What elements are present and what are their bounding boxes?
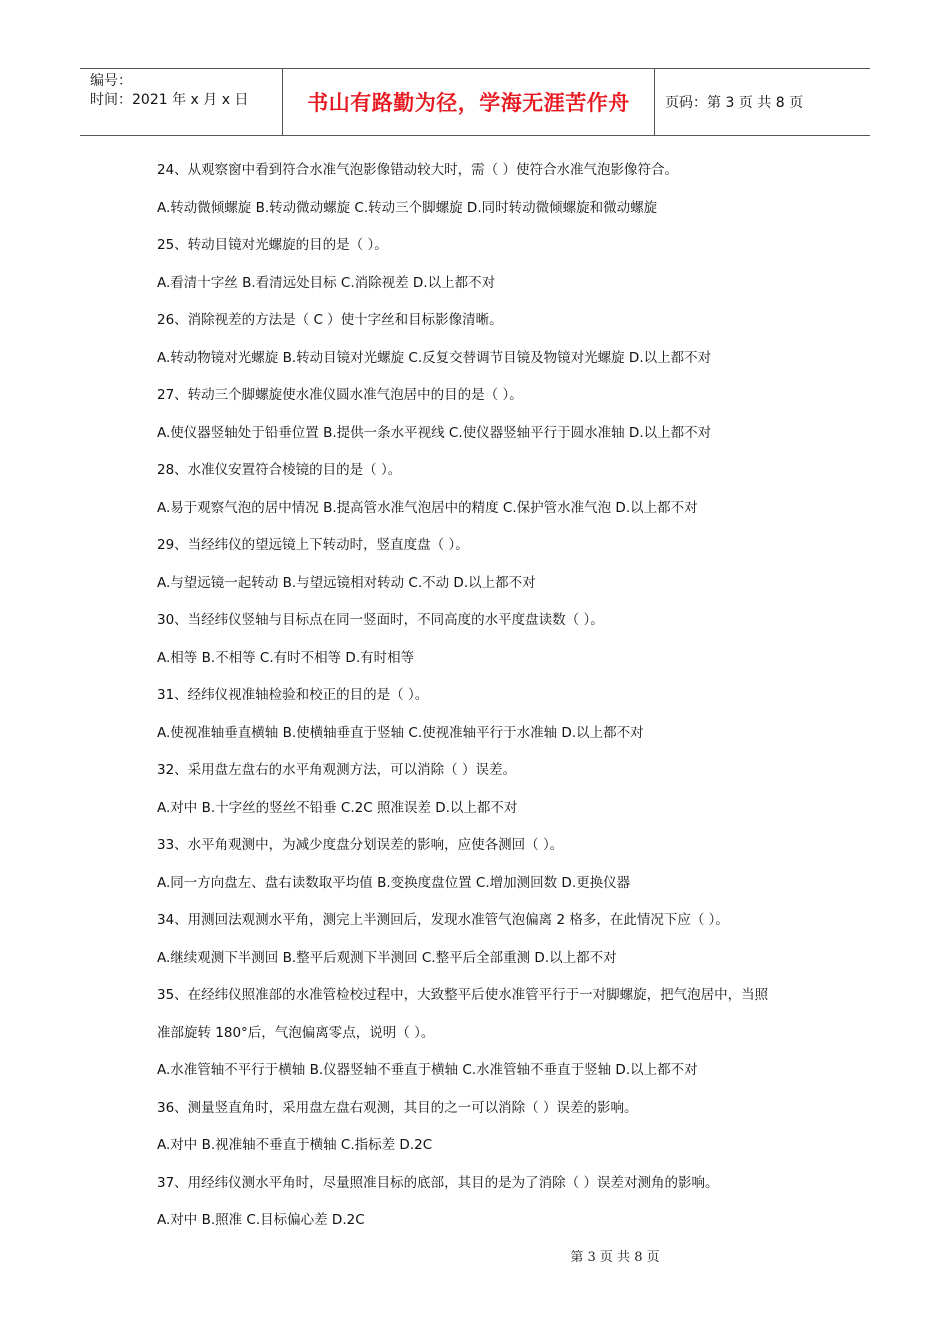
text-line: A.看清十字丝 B.看清远处目标 C.消除视差 D.以上都不对 [157, 274, 496, 291]
text-line: A.水准管轴不平行于横轴 B.仪器竖轴不垂直于横轴 C.水准管轴不垂直于竖轴 D.以上都不对 [157, 1062, 698, 1078]
motto: 书山有路勤为径，学海无涯苦作舟 [307, 91, 630, 115]
text-line: A.与望远镜一起转动 B.与望远镜相对转动 C.不动 D.以上都不对 [157, 574, 536, 591]
time-label: 时间：2021 年 x 月 x 日 [90, 92, 249, 108]
text-line: 29、当经纬仪的望远镜上下转动时，竖直度盘（ ）。 [157, 537, 469, 553]
text-line: 35、在经纬仪照准部的水准管检校过程中，大致整平后使水准管平行于一对脚螺旋，把气泡居中，当照 [157, 987, 769, 1003]
text-line: 26、消除视差的方法是（ C ）使十字丝和目标影像清晰。 [157, 312, 503, 328]
header-motto-cell [283, 69, 655, 135]
text-line: A.转动物镜对光螺旋 B.转动目镜对光螺旋 C.反复交替调节目镜及物镜对光螺旋 D.以上都不对 [157, 349, 712, 366]
text-line: 33、水平角观测中，为减少度盘分划误差的影响，应使各测回（ ）。 [157, 837, 564, 853]
text-line: A.使仪器竖轴处于铅垂位置 B.提供一条水平视线 C.使仪器竖轴平行于圆水准轴 D.以上都不对 [157, 424, 712, 441]
text-line: 36、测量竖直角时，采用盘左盘右观测，其目的之一可以消除（ ）误差的影响。 [157, 1099, 638, 1116]
page-header [80, 68, 870, 136]
text-line: 31、经纬仪视准轴检验和校正的目的是（ ）。 [157, 687, 429, 703]
text-line: A.对中 B.十字丝的竖丝不铅垂 C.2C 照准误差 D.以上都不对 [157, 799, 518, 816]
text-line: A.对中 B.视准轴不垂直于横轴 C.指标差 D.2C [157, 1137, 433, 1153]
number-label: 编号： [90, 73, 132, 89]
header-page-cell [655, 69, 870, 135]
text-line: 32、采用盘左盘右的水平角观测方法，可以消除（ ）误差。 [157, 762, 516, 778]
text-line: 24、从观察窗中看到符合水准气泡影像错动较大时，需（ ）使符合水准气泡影像符合。 [157, 162, 678, 178]
text-line: A.对中 B.照准 C.目标偏心差 D.2C [157, 1212, 365, 1228]
page-label: 页码：第 3 页 共 8 页 [665, 95, 804, 111]
text-line: 37、用经纬仪测水平角时，尽量照准目标的底部，其目的是为了消除（ ）误差对测角的影响。 [157, 1174, 719, 1191]
text-line: 34、用测回法观测水平角，测完上半测回后，发现水准管气泡偏离 2 格多，在此情况下应（ ）。 [157, 912, 729, 928]
text-line: A.相等 B.不相等 C.有时不相等 D.有时相等 [157, 649, 415, 666]
text-line: 30、当经纬仪竖轴与目标点在同一竖面时，不同高度的水平度盘读数（ ）。 [157, 612, 604, 628]
text-line: A.转动微倾螺旋 B.转动微动螺旋 C.转动三个脚螺旋 D.同时转动微倾螺旋和微动螺旋 [157, 199, 658, 216]
text-line: 27、转动三个脚螺旋使水准仪圆水准气泡居中的目的是（ ）。 [157, 387, 523, 403]
text-line: 25、转动目镜对光螺旋的目的是（ ）。 [157, 237, 388, 253]
text-line: A.易于观察气泡的居中情况 B.提高管水准气泡居中的精度 C.保护管水准气泡 D.以上都不对 [157, 499, 698, 516]
text-line: A.使视准轴垂直横轴 B.使横轴垂直于竖轴 C.使视准轴平行于水准轴 D.以上都不对 [157, 724, 644, 741]
text-line: A.继续观测下半测回 B.整平后观测下半测回 C.整平后全部重测 D.以上都不对 [157, 949, 617, 966]
text-line: 准部旋转 180°后，气泡偏离零点，说明（ ）。 [157, 1024, 435, 1041]
text-line: 28、水准仪安置符合棱镜的目的是（ ）。 [157, 462, 402, 478]
question-list [157, 152, 837, 1240]
page-footer: 第 3 页 共 8 页 [570, 1250, 660, 1265]
header-meta [80, 69, 283, 135]
text-line: A.同一方向盘左、盘右读数取平均值 B.变换度盘位置 C.增加测回数 D.更换仪器 [157, 874, 631, 891]
